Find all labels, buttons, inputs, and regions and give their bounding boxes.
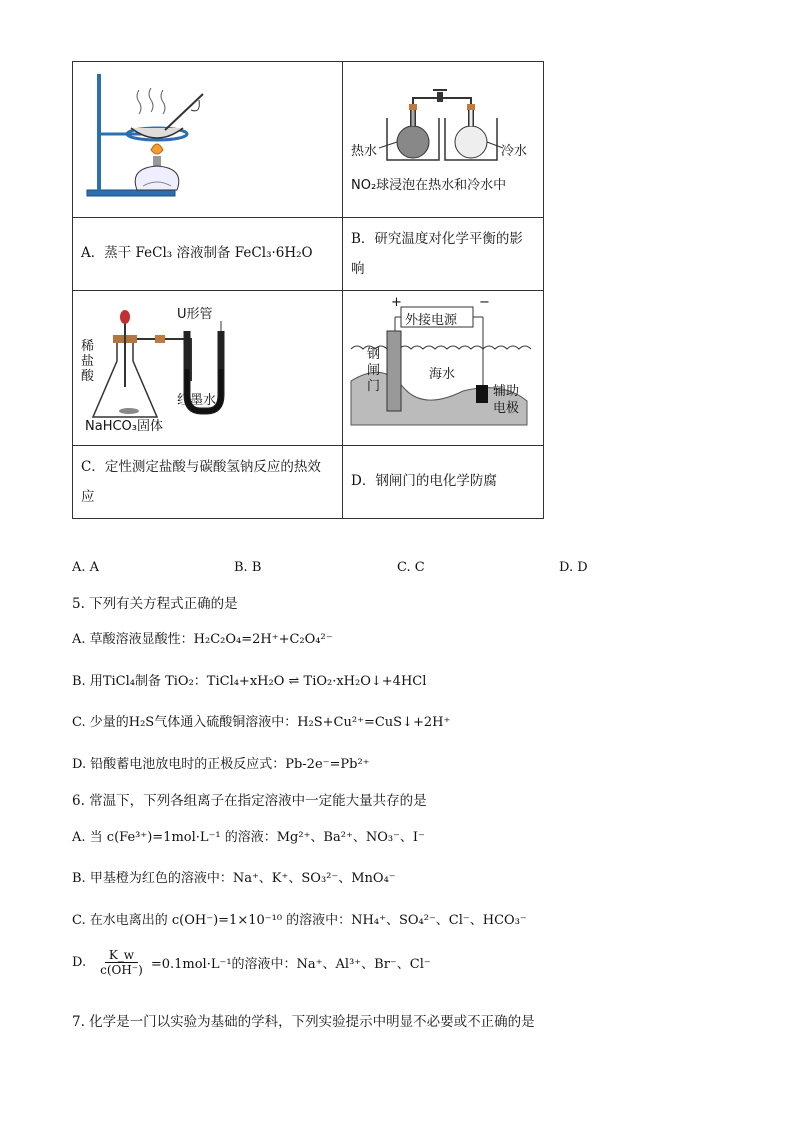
kw-fraction (96, 948, 147, 977)
hot-water-label: 热水 (351, 144, 378, 159)
q6-stem: 6. 常温下，下列各组离子在指定溶液中一定能大量共存的是 (72, 793, 427, 809)
q4-option-b[interactable]: B. B (234, 560, 262, 575)
plus-sign: + (391, 295, 402, 310)
aux-electrode-label: 辅助电极 (493, 384, 520, 416)
cell-c-figure (73, 291, 343, 446)
cell-a-figure (73, 62, 343, 218)
q6-option-c[interactable]: C. 在水电离出的 c(OH⁻)=1×10⁻¹⁰ 的溶液中：NH₄⁺、SO₄²⁻、Cl⁻、HCO₃⁻ (72, 913, 527, 928)
power-supply-label: 外接电源 (405, 313, 458, 328)
q5-stem: 5. 下列有关方程式正确的是 (72, 596, 238, 612)
caption-c: C．定性测定盐酸与碳酸氢钠反应的热效应 (81, 459, 321, 505)
seawater-label: 海水 (429, 367, 456, 382)
cell-d-figure (343, 291, 544, 446)
q4-option-d[interactable]: D. D (559, 560, 588, 575)
q6-d-rest: =0.1mol·L⁻¹的溶液中：Na⁺、Al³⁺、Br⁻、Cl⁻ (150, 957, 431, 972)
q6-option-b[interactable]: B. 甲基橙为红色的溶液中：Na⁺、K⁺、SO₃²⁻、MnO₄⁻ (72, 871, 396, 886)
q6-option-a[interactable]: A. 当 c(Fe³⁺)=1mol·L⁻¹ 的溶液：Mg²⁺、Ba²⁺、NO₃⁻、I⁻ (72, 830, 425, 845)
cell-d-caption (343, 446, 544, 519)
q4-option-a[interactable]: A. A (72, 560, 100, 575)
fraction-denominator: c(OH⁻) (100, 963, 143, 977)
nahco3-solid-label: NaHCO₃固体 (85, 419, 163, 434)
caption-d: D．钢闸门的电化学防腐 (351, 473, 497, 489)
q5-option-a[interactable]: A. 草酸溶液显酸性：H₂C₂O₄=2H⁺+C₂O₄²⁻ (72, 632, 333, 647)
q6-option-d[interactable] (72, 948, 431, 977)
caption-b: B．研究温度对化学平衡的影响 (351, 231, 523, 277)
dilute-hcl-label: 稀盐酸 (81, 339, 95, 384)
steel-gate-label: 钢闸门 (367, 347, 381, 394)
evaporation-apparatus-figure (73, 62, 342, 217)
cell-c-caption (73, 446, 343, 519)
q4-option-c[interactable]: C. C (397, 560, 425, 575)
cell-b-figure (343, 62, 544, 218)
fraction-numerator: K_w (105, 948, 138, 963)
q5-option-c[interactable]: C. 少量的H₂S气体通入硫酸铜溶液中：H₂S+Cu²⁺=CuS↓+2H⁺ (72, 715, 451, 730)
cold-water-label: 冷水 (501, 144, 528, 159)
no2-note: NO₂球浸泡在热水和冷水中 (351, 178, 507, 193)
cell-a-caption (73, 218, 343, 291)
q5-option-d[interactable]: D. 铅酸蓄电池放电时的正极反应式：Pb-2e⁻=Pb²⁺ (72, 757, 370, 772)
red-ink-label: 红墨水 (177, 393, 217, 408)
u-tube-label: U形管 (177, 307, 213, 322)
q6-d-prefix: D. (72, 955, 87, 970)
cell-b-caption (343, 218, 544, 291)
q5-option-b[interactable]: B. 用TiCl₄制备 TiO₂：TiCl₄+xH₂O ⇌ TiO₂·xH₂O↓+4HCl (72, 674, 427, 689)
q7-stem: 7. 化学是一门以实验为基础的学科，下列实验提示中明显不必要或不正确的是 (72, 1014, 535, 1030)
minus-sign: − (479, 295, 490, 310)
experiment-table (72, 61, 544, 519)
caption-a: A．蒸干 FeCl₃ 溶液制备 FeCl₃·6H₂O (81, 245, 313, 261)
